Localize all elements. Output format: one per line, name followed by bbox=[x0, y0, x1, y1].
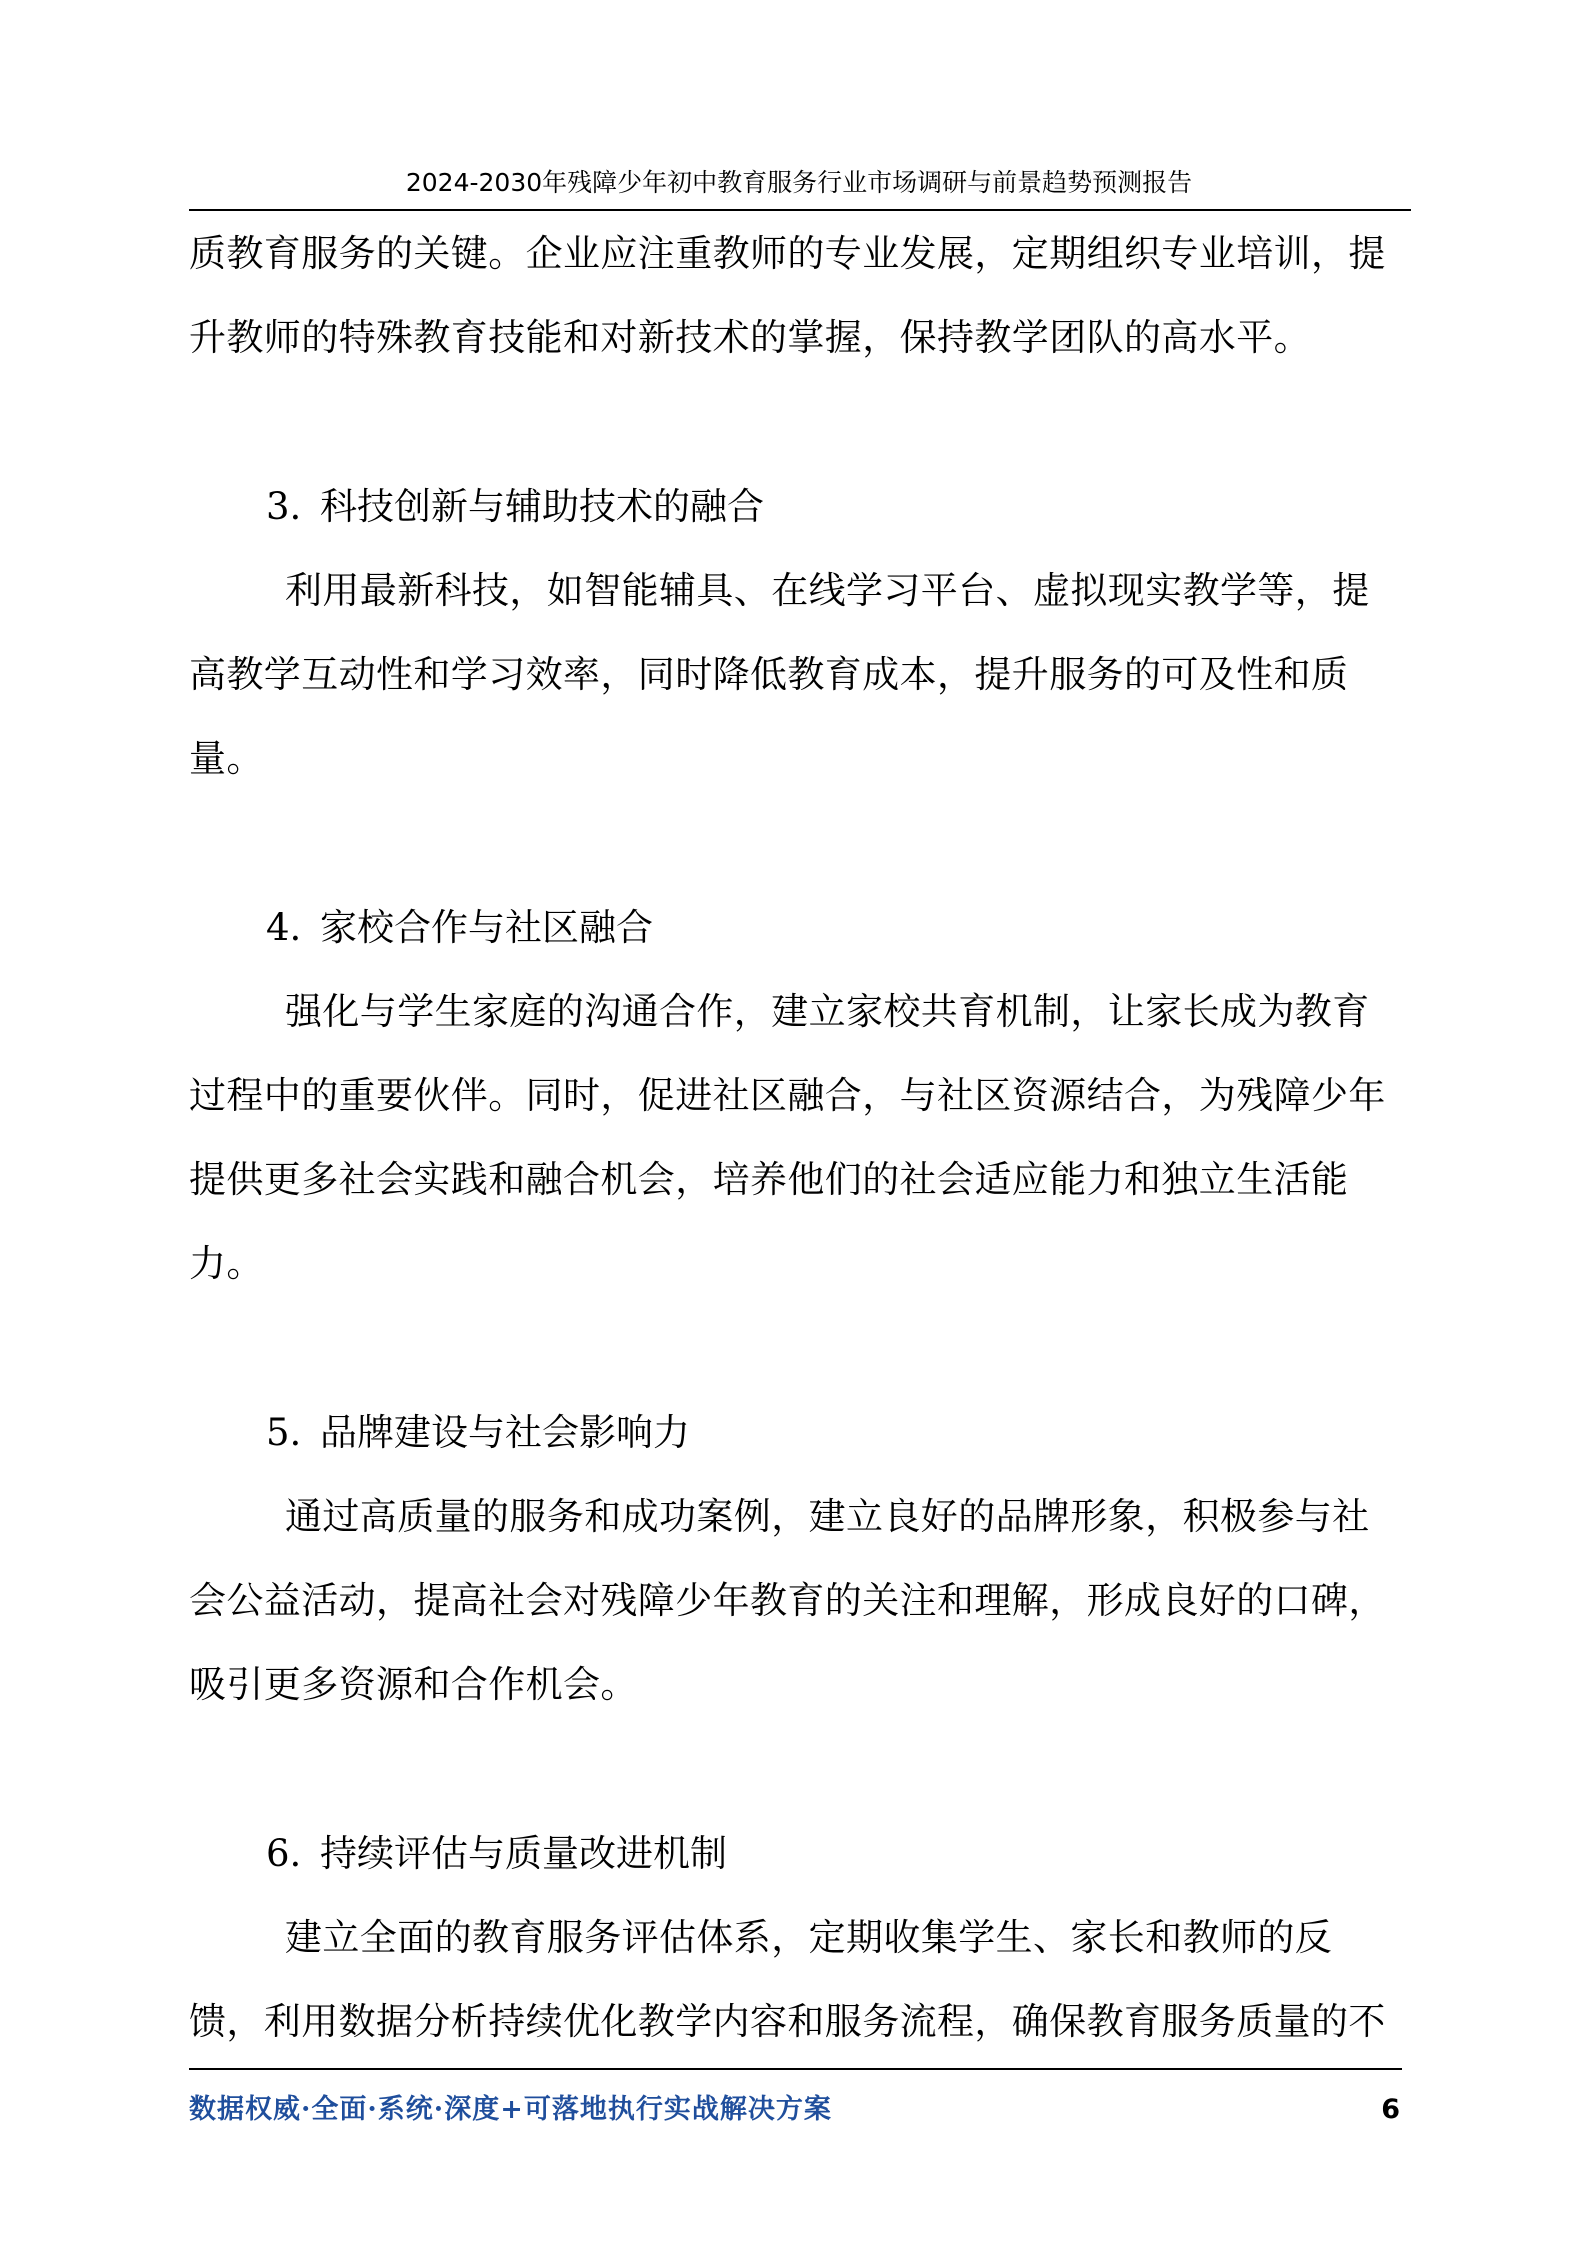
paragraph-line: 过程中的重要伙伴。同时，促进社区融合，与社区资源结合，为残障少年 bbox=[189, 1074, 1386, 1117]
section-number: 4. bbox=[266, 906, 302, 949]
section-title: 品牌建设与社会影响力 bbox=[320, 1411, 690, 1454]
paragraph-line: 会公益活动，提高社会对残障少年教育的关注和理解，形成良好的口碑， bbox=[189, 1579, 1386, 1622]
paragraph-line: 吸引更多资源和合作机会。 bbox=[189, 1663, 638, 1706]
paragraph-line: 通过高质量的服务和成功案例，建立良好的品牌形象，积极参与社 bbox=[285, 1495, 1370, 1538]
section-title: 科技创新与辅助技术的融合 bbox=[320, 485, 764, 528]
paragraph-line: 建立全面的教育服务评估体系，定期收集学生、家长和教师的反 bbox=[285, 1916, 1333, 1959]
page-header-title: 2024-2030年残障少年初中教育服务行业市场调研与前景趋势预测报告 bbox=[405, 168, 1193, 197]
paragraph-line: 量。 bbox=[189, 737, 264, 780]
section-number: 5. bbox=[266, 1411, 302, 1454]
paragraph-line: 力。 bbox=[189, 1242, 264, 1285]
paragraph-line: 质教育服务的关键。企业应注重教师的专业发展，定期组织专业培训，提 bbox=[189, 232, 1386, 275]
section-heading-3 bbox=[266, 482, 764, 532]
section-heading-5 bbox=[266, 1408, 690, 1458]
paragraph-line: 利用最新科技，如智能辅具、在线学习平台、虚拟现实教学等，提 bbox=[285, 569, 1370, 612]
footer-divider bbox=[189, 2068, 1402, 2070]
section-heading-4 bbox=[266, 903, 653, 953]
paragraph-line: 升教师的特殊教育技能和对新技术的掌握，保持教学团队的高水平。 bbox=[189, 316, 1311, 359]
section-number: 3. bbox=[266, 485, 302, 528]
paragraph-line: 强化与学生家庭的沟通合作，建立家校共育机制，让家长成为教育 bbox=[285, 990, 1370, 1033]
section-heading-6 bbox=[266, 1829, 727, 1879]
paragraph-line: 馈，利用数据分析持续优化教学内容和服务流程，确保教育服务质量的不 bbox=[189, 2000, 1386, 2043]
section-title: 家校合作与社区融合 bbox=[320, 906, 653, 949]
paragraph-line: 高教学互动性和学习效率，同时降低教育成本，提升服务的可及性和质 bbox=[189, 653, 1349, 696]
paragraph-line: 提供更多社会实践和融合机会，培养他们的社会适应能力和独立生活能 bbox=[189, 1158, 1349, 1201]
footer-slogan: 数据权威·全面·系统·深度+可落地执行实战解决方案 bbox=[189, 2094, 832, 2125]
section-number: 6. bbox=[266, 1832, 302, 1875]
header-divider bbox=[189, 209, 1411, 211]
section-title: 持续评估与质量改进机制 bbox=[320, 1832, 727, 1875]
page-number: 6 bbox=[1381, 2094, 1400, 2125]
